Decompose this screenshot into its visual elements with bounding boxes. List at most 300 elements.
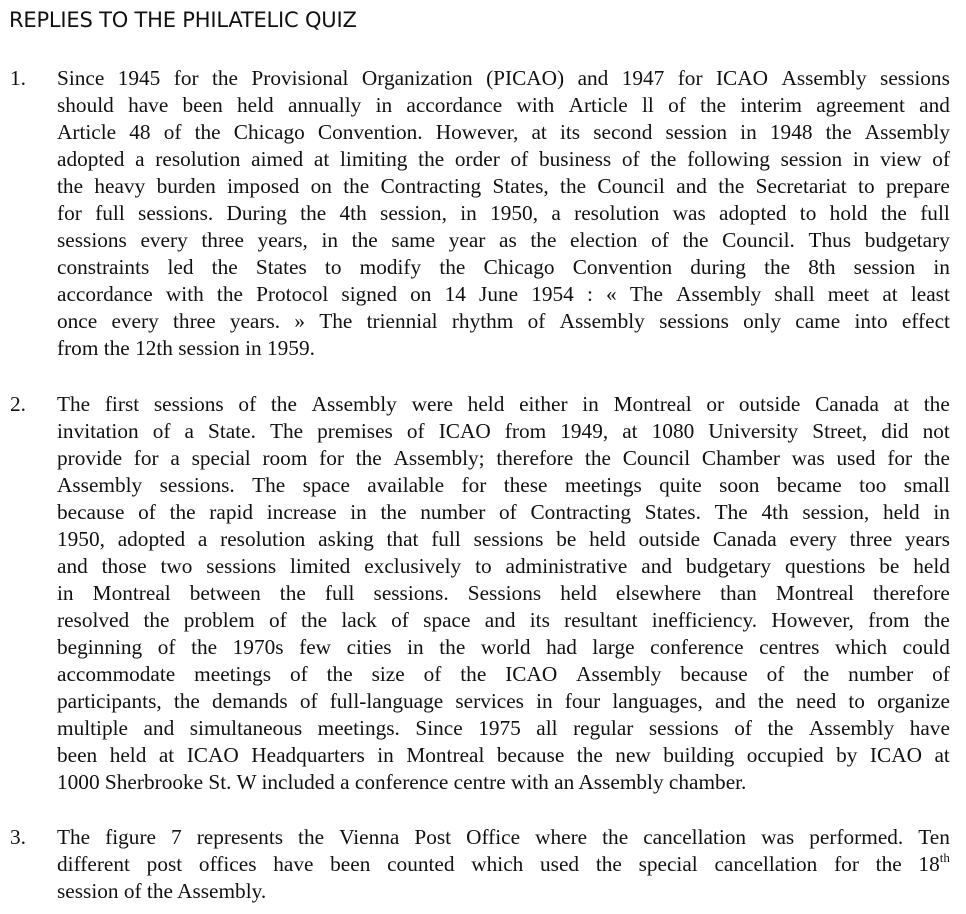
ordinal-superscript: th [939, 850, 950, 865]
text-line [57, 715, 950, 742]
text-line [57, 308, 950, 335]
text-line: session of the Assembly. [57, 879, 267, 903]
word: of [766, 662, 785, 686]
word: soon [719, 473, 760, 497]
word: the [355, 446, 382, 470]
word: inefficiency. [651, 608, 758, 632]
word: special [191, 446, 251, 470]
word: first [104, 392, 140, 416]
word: the [767, 716, 794, 740]
word: full [431, 527, 461, 551]
item-body [57, 391, 950, 796]
word: The [269, 419, 304, 443]
word: for [173, 66, 199, 90]
text-line: from the 12th session in 1959. [57, 336, 315, 360]
word: the [584, 446, 611, 470]
word: where [535, 825, 588, 849]
word: for [887, 446, 913, 470]
word: three [173, 309, 216, 333]
word: ICAO [186, 743, 239, 767]
word: full-language [329, 689, 444, 713]
word: constraints [57, 255, 150, 279]
word: of [138, 500, 156, 524]
word: problem [183, 608, 255, 632]
word: centres [759, 635, 820, 659]
word: modify [359, 255, 422, 279]
item-number: 2. [10, 392, 26, 416]
word: Convention [572, 255, 673, 279]
document-title: REPLIES TO THE PHILATELIC QUIZ [9, 8, 357, 32]
word: Assembly [809, 716, 895, 740]
word: cancellation [714, 852, 818, 876]
word: 14 [444, 282, 466, 306]
text-line [57, 65, 950, 92]
word: June [479, 282, 519, 306]
word: imposed [227, 174, 300, 198]
word: room [262, 446, 308, 470]
word: The [629, 282, 663, 306]
word: in [375, 93, 393, 117]
word: The [714, 500, 748, 524]
word: the [880, 201, 907, 225]
word: effect [901, 309, 950, 333]
word: space [423, 608, 471, 632]
word: performed. [809, 825, 904, 849]
word: languages, [612, 689, 703, 713]
word: at [622, 419, 638, 443]
word: small [903, 473, 950, 497]
word: Assembly [864, 120, 950, 144]
word: the [298, 825, 325, 849]
word: premises [317, 419, 393, 443]
word: size [371, 662, 405, 686]
text-line-with-superscript [57, 851, 950, 878]
word: new [615, 743, 651, 767]
word: 1950, [57, 527, 105, 551]
word: Since [57, 66, 105, 90]
word: of [299, 689, 318, 713]
word: the [825, 120, 852, 144]
word: 4th [761, 500, 789, 524]
word: of [157, 635, 176, 659]
word: 1975 [478, 716, 521, 740]
word: outside [738, 392, 801, 416]
word: multiple [57, 716, 128, 740]
word: provide [57, 446, 123, 470]
word: same [391, 228, 436, 252]
word: the [560, 174, 587, 198]
word: ICAO [869, 743, 922, 767]
word: in [460, 201, 477, 225]
text-line [57, 661, 950, 688]
word: exclusively [364, 554, 462, 578]
word: on [310, 174, 332, 198]
word: held [237, 93, 274, 117]
word: Assembly [57, 473, 143, 497]
word: meetings [194, 662, 272, 686]
word: held [467, 392, 505, 416]
word: at [882, 282, 898, 306]
word: did [881, 419, 909, 443]
word: had [546, 635, 577, 659]
word: held [109, 743, 147, 767]
word: Assembly [311, 392, 397, 416]
word: Office [466, 825, 521, 849]
word: were [411, 392, 453, 416]
word: a [135, 147, 145, 171]
word: the [270, 392, 297, 416]
word: session [780, 147, 843, 171]
word: budgetary [685, 554, 772, 578]
word: at [531, 120, 547, 144]
text-line [57, 607, 950, 634]
word: conference [650, 635, 744, 659]
word: the [923, 608, 950, 632]
word: Assembly [781, 66, 867, 90]
word: Article [57, 120, 117, 144]
word: and [57, 554, 88, 578]
word: 18th [918, 850, 950, 876]
text-line [57, 445, 950, 472]
word: shall [774, 282, 815, 306]
word: the [173, 689, 200, 713]
word: every [140, 228, 188, 252]
word: business [538, 147, 612, 171]
text-line [57, 227, 950, 254]
word: Thus [808, 228, 852, 252]
word: from [868, 608, 910, 632]
word: Assembly [559, 309, 645, 333]
word: in [536, 689, 553, 713]
word: 1947 [621, 66, 665, 90]
word: Montreal [775, 581, 854, 605]
word: interim [740, 93, 802, 117]
word: However, [771, 608, 854, 632]
word: a [184, 419, 194, 443]
word: sessions [57, 228, 127, 252]
word: prepare [885, 174, 950, 198]
word: Secretariat [755, 174, 847, 198]
word: sessions [206, 554, 277, 578]
word: aimed [251, 147, 304, 171]
word: budgetary [864, 228, 950, 252]
text-line [57, 824, 950, 851]
word: and [143, 716, 175, 740]
word: different [57, 852, 130, 876]
word: could [902, 635, 950, 659]
word: and [577, 66, 609, 90]
word: in [407, 635, 424, 659]
word: three [201, 228, 244, 252]
word: led [167, 255, 194, 279]
text-line [57, 281, 950, 308]
word: in [321, 228, 339, 252]
word: and [641, 554, 673, 578]
word: therefore [496, 446, 574, 470]
word: annually [287, 93, 362, 117]
word: Contracting [530, 500, 632, 524]
word: Since [415, 716, 463, 740]
word: organize [877, 689, 950, 713]
word: beginning [57, 635, 143, 659]
word: in [852, 147, 870, 171]
word: of [152, 419, 171, 443]
word: that [386, 527, 419, 551]
word: to [848, 689, 865, 713]
word: quite [659, 473, 702, 497]
word: the [682, 228, 709, 252]
word: was [672, 201, 706, 225]
word: was [761, 825, 795, 849]
word: of [527, 309, 546, 333]
word: of [621, 147, 640, 171]
word: Chicago [483, 255, 555, 279]
word: order [454, 147, 500, 171]
text-line [57, 472, 950, 499]
word: sessions. [373, 581, 449, 605]
word: the [595, 852, 622, 876]
word: 1945 [117, 66, 161, 90]
word: of [510, 147, 529, 171]
word: sessions [648, 716, 719, 740]
word: its [529, 608, 550, 632]
word: been [57, 743, 98, 767]
word: session [853, 255, 916, 279]
word: and [919, 93, 950, 117]
text-line [57, 200, 950, 227]
word: meetings [564, 473, 642, 497]
word: Protocol [256, 282, 329, 306]
word: on [410, 282, 432, 306]
word: 8th [808, 255, 836, 279]
word: counted [387, 852, 455, 876]
word: at [934, 743, 950, 767]
word: adopted [719, 201, 787, 225]
word: in [582, 392, 599, 416]
word: the [875, 852, 902, 876]
word: the [326, 662, 353, 686]
word: came [795, 309, 841, 333]
word: number [848, 662, 914, 686]
word: its [559, 120, 581, 144]
text-line [57, 499, 950, 526]
word: been [330, 852, 371, 876]
word: from [504, 419, 547, 443]
word: simultaneous [189, 716, 303, 740]
word: of [238, 392, 257, 416]
word: demands [211, 689, 288, 713]
word: full [324, 581, 355, 605]
word: four [564, 689, 601, 713]
word: at [313, 147, 330, 171]
word: the [439, 255, 466, 279]
word: few [299, 635, 332, 659]
word: services [455, 689, 524, 713]
word: States [255, 255, 307, 279]
word: 1954 [531, 282, 574, 306]
word: have [128, 93, 169, 117]
word: the [300, 201, 327, 225]
word: of [163, 120, 182, 144]
word: asking [318, 527, 374, 551]
word: occupied [746, 743, 824, 767]
word: the [216, 282, 243, 306]
word: and [676, 174, 707, 198]
word: to [858, 174, 875, 198]
word: Organization [361, 66, 473, 90]
word: the [700, 93, 727, 117]
word: the [576, 743, 603, 767]
word: Sessions [467, 581, 542, 605]
word: by [836, 743, 858, 767]
word: State. [207, 419, 256, 443]
word: 7 [171, 825, 182, 849]
word: therefore [873, 581, 950, 605]
word: used [540, 852, 580, 876]
word: » [294, 309, 305, 333]
word: The [319, 309, 353, 333]
word: meetings. [317, 716, 400, 740]
word: because [680, 662, 748, 686]
word: the [279, 581, 306, 605]
word: at [893, 392, 910, 416]
item-body [57, 824, 950, 905]
word: year [448, 228, 486, 252]
word: adopted [57, 147, 125, 171]
word: session, [802, 500, 870, 524]
word: : [586, 282, 593, 306]
text-line [57, 254, 950, 281]
word: session [665, 120, 728, 144]
word: of [406, 419, 425, 443]
word: sessions [153, 392, 224, 416]
word: the [191, 635, 218, 659]
word: During [226, 201, 287, 225]
word: resolved [57, 608, 130, 632]
word: Contracting [380, 174, 482, 198]
word: University [708, 419, 799, 443]
word: outside [638, 527, 701, 551]
word: the [923, 392, 950, 416]
text-line [57, 553, 950, 580]
word: a [197, 527, 208, 551]
word: for [133, 446, 159, 470]
word: increase [266, 500, 337, 524]
word: space [302, 473, 350, 497]
word: of [932, 147, 950, 171]
word: Street, [812, 419, 868, 443]
word: been [182, 93, 223, 117]
word: Canada [712, 527, 777, 551]
word: became [776, 473, 842, 497]
word: all [536, 716, 558, 740]
word: post [146, 852, 183, 876]
text-line [57, 173, 950, 200]
word: at [158, 743, 175, 767]
word: accordance [57, 282, 153, 306]
word: offices [198, 852, 257, 876]
word: to [475, 554, 492, 578]
word: and [715, 689, 746, 713]
word: sessions [473, 527, 544, 551]
word: following [687, 147, 770, 171]
word: of [269, 608, 287, 632]
word: resolution [574, 201, 660, 225]
word: these [503, 473, 548, 497]
item-number: 3. [10, 825, 26, 849]
word: special [638, 852, 698, 876]
word: world [480, 635, 531, 659]
word: to [324, 255, 342, 279]
word: of [932, 662, 950, 686]
word: the [460, 662, 487, 686]
word: 1080 [651, 419, 695, 443]
word: accommodate [57, 662, 176, 686]
word: heavy [94, 174, 146, 198]
word: cancellation [643, 825, 747, 849]
word: available [367, 473, 445, 497]
word: Vienna [339, 825, 400, 849]
word: every [111, 309, 159, 333]
word: held [560, 581, 597, 605]
word: for [319, 446, 344, 470]
word: The [252, 473, 286, 497]
word: accordance [406, 93, 503, 117]
text-line [57, 391, 950, 418]
word: « [606, 282, 617, 306]
word: only [743, 309, 782, 333]
word: adopted [117, 527, 186, 551]
word: the [803, 662, 830, 686]
word: need [796, 689, 837, 713]
word: as [499, 228, 517, 252]
word: should [57, 93, 114, 117]
word: agreement [816, 93, 905, 117]
text-line [57, 146, 950, 173]
word: cities [346, 635, 392, 659]
word: lack [341, 608, 377, 632]
word: ICAO [505, 662, 558, 686]
word: large [592, 635, 635, 659]
word: election [570, 228, 638, 252]
word: participants, [57, 689, 162, 713]
word: Council [597, 174, 665, 198]
word: than [720, 581, 757, 605]
word: resolution [220, 527, 306, 551]
word: figure [105, 825, 156, 849]
word: represents [196, 825, 284, 849]
text-line [57, 688, 950, 715]
word: least [910, 282, 950, 306]
word: years [904, 527, 950, 551]
word: too [859, 473, 887, 497]
word: ll [641, 93, 654, 117]
text-line [57, 634, 950, 661]
word: meet [827, 282, 870, 306]
word: Chicago [233, 120, 305, 144]
word: However, [435, 120, 519, 144]
word: Council [622, 446, 691, 470]
word: Montreal [92, 581, 171, 605]
word: Ten [918, 825, 950, 849]
word: the [169, 500, 196, 524]
word: of [734, 716, 752, 740]
word: the [351, 228, 378, 252]
word: 1949, [560, 419, 609, 443]
word: sessions. [159, 473, 235, 497]
word: used [836, 446, 876, 470]
word: of [423, 662, 442, 686]
